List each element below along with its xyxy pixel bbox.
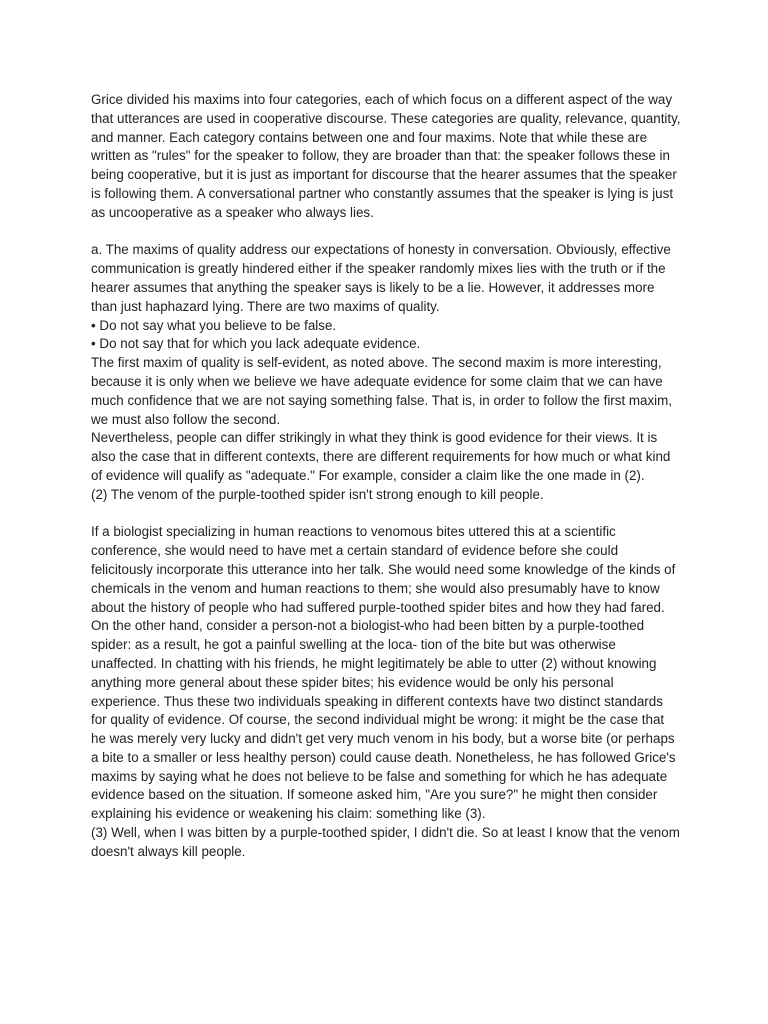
example-3: (3) Well, when I was bitten by a purple-toothed spider, I didn't die. So at least I know that the venom doesn't always kill people. [91,825,680,859]
example-2: (2) The venom of the purple-toothed spider isn't strong enough to kill people. [91,486,544,502]
paragraph-spacer [91,505,681,524]
bullet-item-second-maxim: • Do not say that for which you lack adequate evidence. [91,336,421,352]
paragraph-intro: Grice divided his maxims into four categories, each of which focus on a different aspect of the way that utterances are used in cooperative discourse. These categories are quality, relevance, quantity, and manner. Each category contains between one and four maxims. Note that while these are written as "rules" for the speaker to follow, they are broader than that: the speaker follows these in being cooperative, but it is just as important for discourse that the hearer assumes that the speaker is following them. A conversational partner who constantly assumes that the speaker is lying is just as uncooperative as a speaker who always lies. [91,92,681,220]
bullet-item-first-maxim: • Do not say what you believe to be false. [91,317,337,333]
paragraph-spacer [91,223,681,242]
paragraph-biologist-example: If a biologist specializing in human reactions to venomous bites uttered this at a scientific conference, she would need to have met a certain standard of evidence before she could felicitously incorporate this utterance into her talk. She would need some knowledge of the kinds of chemicals in the venom and human reactions to them; she would also presumably have to know about the history of people who had suffered purple-toothed spider bites and how they had fared. On the other hand, consider a person-not a biologist-who had been bitten by a purple-toothed spider: as a result, he got a painful swelling at the loca- tion of the bite but was otherwise unaffected. In chatting with his friends, he might legitimately be able to utter (2) without knowing anything more general about these spider bites; his evidence would be only his personal experience. Thus these two individuals speaking in different contexts have two distinct standards for quality of evidence. Of course, the second individual might be wrong: it might be the case that he was merely very lucky and didn't get very much venom in his body, but a worse bite (or perhaps a bite to a smaller or less healthy person) could cause death. Nonetheless, he has followed Grice's maxims by saying what he does not believe to be false and something for which he has adequate evidence based on the situation. If someone asked him, "Are you sure?" he might then consider explaining his evidence or weakening his claim: something like (3). [91,524,676,822]
paragraph-evidence-differences: Nevertheless, people can differ strikingly in what they think is good evidence for their views. It is also the case that in different contexts, there are different requirements for how much or what kind of evidence will qualify as "adequate." For example, consider a claim like the one made in (2). [91,430,671,483]
paragraph-quality-maxims: a. The maxims of quality address our expectations of honesty in conversation. Obviously, effective communication is greatly hindered either if the speaker randomly mixes lies with the truth or if the hearer assumes that anything the speaker says is likely to be a lie. However, it addresses more than just haphazard lying. There are two maxims of quality. [91,242,671,314]
document-page [91,91,681,862]
paragraph-first-maxim-discussion: The first maxim of quality is self-evident, as noted above. The second maxim is more interesting, because it is only when we believe we have adequate evidence for some claim that we can have much confidence that we are not saying something false. That is, in order to follow the first maxim, we must also follow the second. [91,355,673,427]
